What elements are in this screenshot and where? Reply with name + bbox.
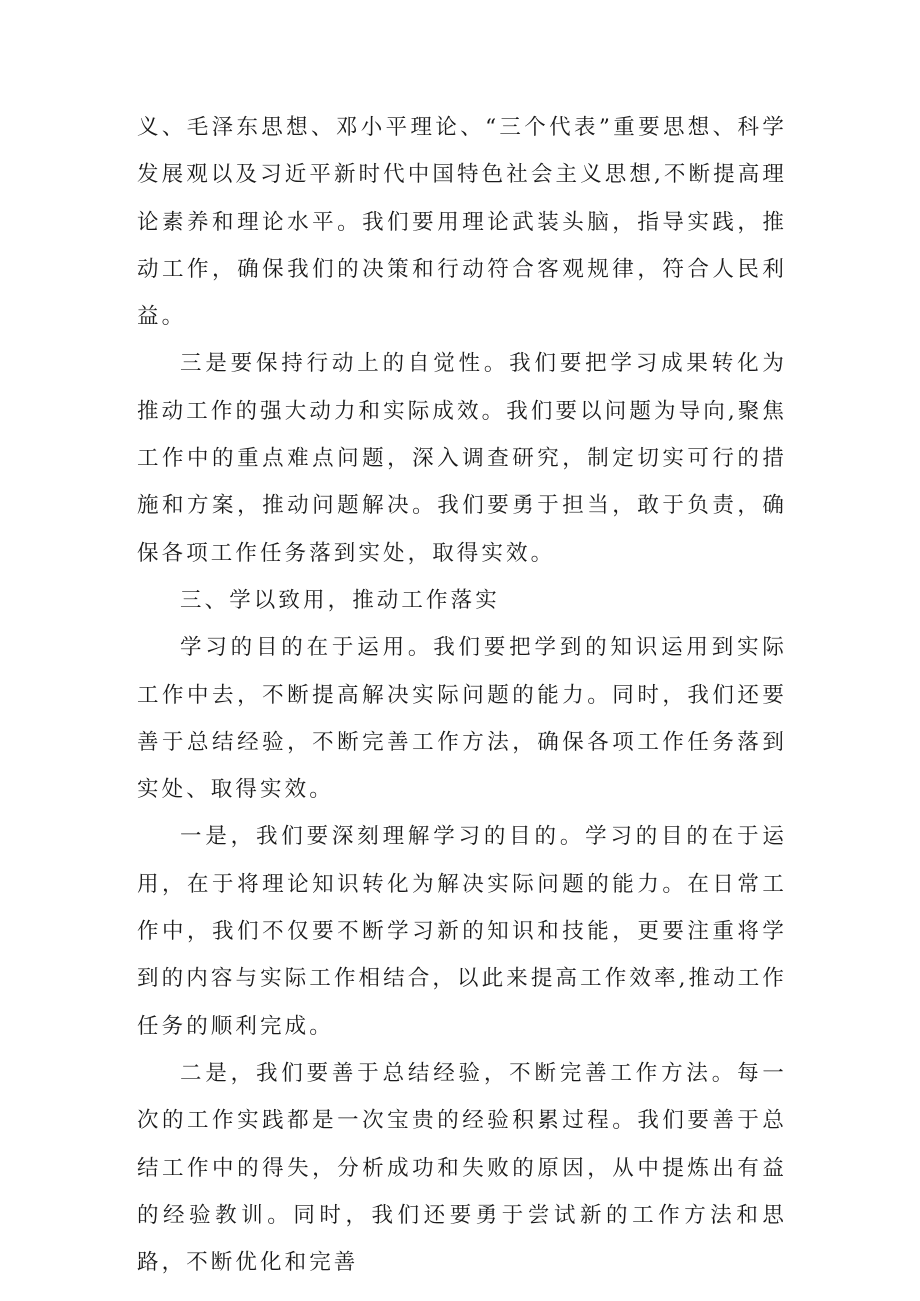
document-body [137, 104, 787, 1286]
paragraph-point-one: 一是，我们要深刻理解学习的目的。学习的目的在于运用，在于将理论知识转化为解决实际问题的能力。在日常工作中，我们不仅要不断学习新的知识和技能，更要注重将学到的内容与实际工作相结合，以此来提高工作效率,推动工作任务的顺利完成。 [137, 824, 787, 1039]
section-heading-apply-learning: 三、学以致用，推动工作落实 [180, 587, 500, 613]
paragraph-point-two: 二是，我们要善于总结经验，不断完善工作方法。每一次的工作实践都是一次宝贵的经验积累过程。我们要善于总结工作中的得失，分析成功和失败的原因，从中提炼出有益的经验教训。同时，我们还要勇于尝试新的工作方法和思路，不断优化和完善 [137, 1060, 787, 1276]
paragraph-theory-study: 义、毛泽东思想、邓小平理论、“三个代表”重要思想、科学发展观以及习近平新时代中国特色社会主义思想,不断提高理论素养和理论水平。我们要用理论武装头脑，指导实践，推动工作，确保我们的决策和行动符合客观规律，符合人民利益。 [137, 115, 787, 330]
paragraph-action-consciousness: 三是要保持行动上的自觉性。我们要把学习成果转化为推动工作的强大动力和实际成效。我们要以问题为导向,聚焦工作中的重点难点问题，深入调查研究，制定切实可行的措施和方案，推动问题解决。我们要勇于担当，敢于负责，确保各项工作任务落到实处，取得实效。 [137, 351, 787, 566]
paragraph-purpose-of-learning: 学习的目的在于运用。我们要把学到的知识运用到实际工作中去，不断提高解决实际问题的能力。同时，我们还要善于总结经验，不断完善工作方法，确保各项工作任务落到实处、取得实效。 [137, 635, 787, 803]
